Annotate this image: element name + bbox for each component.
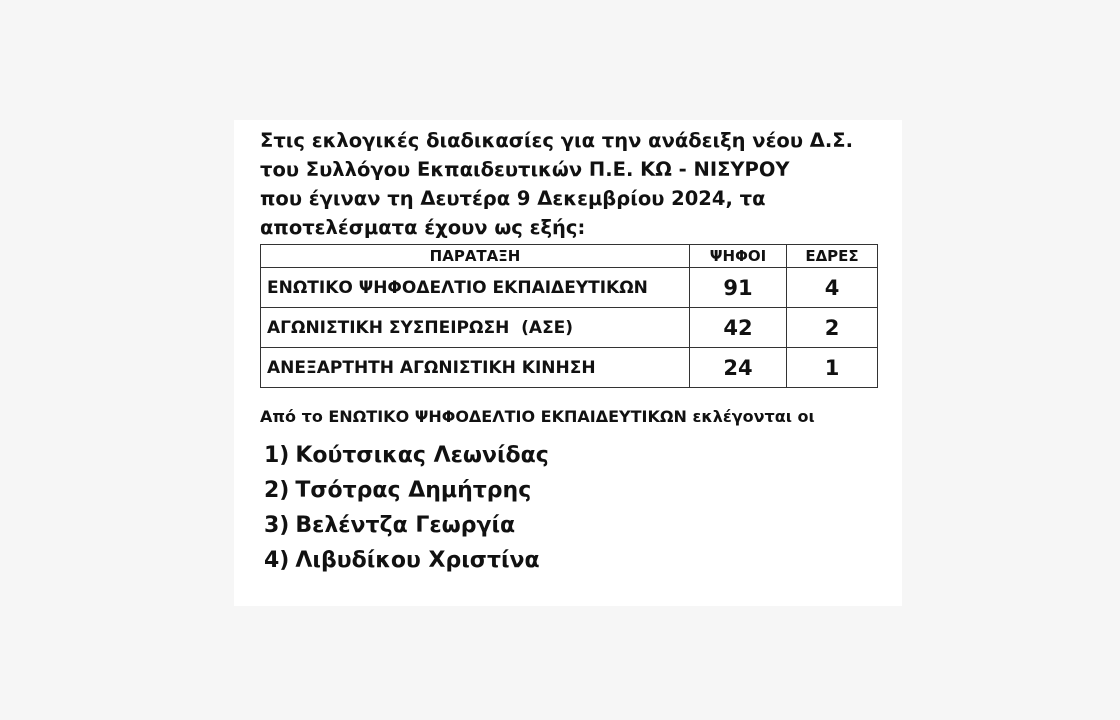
seats-cell: 1 — [787, 348, 878, 388]
table-row — [261, 308, 878, 348]
list-index: 1) — [264, 443, 290, 468]
elected-intro: Από το ΕΝΩΤΙΚΟ ΨΗΦΟΔΕΛΤΙΟ ΕΚΠΑΙΔΕΥΤΙΚΩΝ εκλέγονται οι — [260, 407, 815, 426]
document-page — [234, 120, 902, 606]
intro-line: Στις εκλογικές διαδικασίες για την ανάδειξη νέου Δ.Σ. — [260, 129, 854, 152]
elected-list — [264, 442, 549, 582]
member-name: Τσότρας Δημήτρης — [295, 478, 532, 503]
votes-cell: 42 — [690, 308, 787, 348]
votes-cell: 24 — [690, 348, 787, 388]
list-index: 3) — [264, 513, 290, 538]
member-name: Βελέντζα Γεωργία — [295, 513, 516, 538]
list-index: 4) — [264, 548, 290, 573]
table-row — [261, 348, 878, 388]
party-cell: ΑΝΕΞΑΡΤΗΤΗ ΑΓΩΝΙΣΤΙΚΗ ΚΙΝΗΣΗ — [261, 348, 690, 388]
list-item — [264, 547, 549, 582]
intro-line: που έγιναν τη Δευτέρα 9 Δεκεμβρίου 2024, τα — [260, 187, 766, 210]
header-seats: ΕΔΡΕΣ — [787, 245, 878, 268]
votes-cell: 91 — [690, 268, 787, 308]
list-item — [264, 442, 549, 477]
list-item — [264, 512, 549, 547]
header-votes: ΨΗΦΟΙ — [690, 245, 787, 268]
list-item — [264, 477, 549, 512]
party-cell: ΕΝΩΤΙΚΟ ΨΗΦΟΔΕΛΤΙΟ ΕΚΠΑΙΔΕΥΤΙΚΩΝ — [261, 268, 690, 308]
intro-line: αποτελέσματα έχουν ως εξής: — [260, 216, 586, 239]
intro-line: του Συλλόγου Εκπαιδευτικών Π.Ε. ΚΩ - ΝΙΣΥΡΟΥ — [260, 158, 790, 181]
seats-cell: 4 — [787, 268, 878, 308]
table-header-row — [261, 245, 878, 268]
party-cell: ΑΓΩΝΙΣΤΙΚΗ ΣΥΣΠΕΙΡΩΣΗ (ΑΣΕ) — [261, 308, 690, 348]
results-table — [260, 244, 878, 388]
member-name: Κούτσικας Λεωνίδας — [295, 443, 549, 468]
header-party: ΠΑΡΑΤΑΞΗ — [261, 245, 690, 268]
seats-cell: 2 — [787, 308, 878, 348]
intro-paragraph — [260, 126, 890, 242]
list-index: 2) — [264, 478, 290, 503]
table-row — [261, 268, 878, 308]
member-name: Λιβυδίκου Χριστίνα — [295, 548, 540, 573]
